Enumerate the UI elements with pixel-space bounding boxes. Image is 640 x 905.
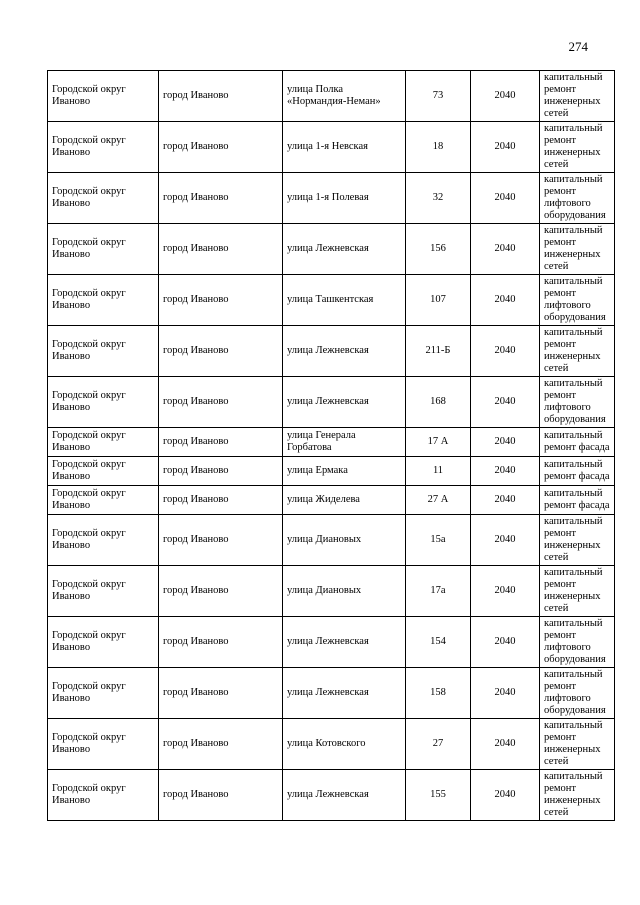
work-type-cell: капитальный ремонт лифтового оборудования [540, 668, 615, 719]
work-type-cell: капитальный ремонт лифтового оборудования [540, 275, 615, 326]
table-row [48, 617, 615, 668]
house-number-cell: 154 [406, 617, 471, 668]
city-cell: город Иваново [159, 326, 283, 377]
table-row [48, 770, 615, 821]
year-cell: 2040 [471, 515, 540, 566]
work-type-cell: капитальный ремонт фасада [540, 486, 615, 515]
year-cell: 2040 [471, 377, 540, 428]
year-cell: 2040 [471, 122, 540, 173]
table-row [48, 428, 615, 457]
street-cell: улица Диановых [283, 566, 406, 617]
table-row [48, 486, 615, 515]
table-row [48, 224, 615, 275]
municipality-cell: Городской округ Иваново [48, 486, 159, 515]
municipality-cell: Городской округ Иваново [48, 275, 159, 326]
house-number-cell: 32 [406, 173, 471, 224]
year-cell: 2040 [471, 275, 540, 326]
street-cell: улица Диановых [283, 515, 406, 566]
street-cell: улица 1-я Полевая [283, 173, 406, 224]
table-row [48, 457, 615, 486]
municipality-cell: Городской округ Иваново [48, 770, 159, 821]
work-type-cell: капитальный ремонт лифтового оборудования [540, 377, 615, 428]
city-cell: город Иваново [159, 719, 283, 770]
street-cell: улица Жиделева [283, 486, 406, 515]
work-type-cell: капитальный ремонт фасада [540, 457, 615, 486]
city-cell: город Иваново [159, 173, 283, 224]
year-cell: 2040 [471, 719, 540, 770]
municipality-cell: Городской округ Иваново [48, 428, 159, 457]
work-type-cell: капитальный ремонт инженерных сетей [540, 71, 615, 122]
table-row [48, 668, 615, 719]
house-number-cell: 168 [406, 377, 471, 428]
street-cell: улица Лежневская [283, 668, 406, 719]
street-cell: улица Лежневская [283, 617, 406, 668]
house-number-cell: 18 [406, 122, 471, 173]
year-cell: 2040 [471, 428, 540, 457]
city-cell: город Иваново [159, 224, 283, 275]
table-row [48, 173, 615, 224]
house-number-cell: 15а [406, 515, 471, 566]
street-cell: улица 1-я Невская [283, 122, 406, 173]
house-number-cell: 211-Б [406, 326, 471, 377]
house-number-cell: 17 А [406, 428, 471, 457]
municipality-cell: Городской округ Иваново [48, 719, 159, 770]
work-type-cell: капитальный ремонт лифтового оборудования [540, 617, 615, 668]
house-number-cell: 155 [406, 770, 471, 821]
table-row [48, 326, 615, 377]
year-cell: 2040 [471, 326, 540, 377]
table-row [48, 122, 615, 173]
street-cell: улица Ермака [283, 457, 406, 486]
work-type-cell: капитальный ремонт инженерных сетей [540, 719, 615, 770]
street-cell: улица Лежневская [283, 377, 406, 428]
page-number: 274 [568, 39, 588, 54]
city-cell: город Иваново [159, 668, 283, 719]
house-number-cell: 156 [406, 224, 471, 275]
work-type-cell: капитальный ремонт фасада [540, 428, 615, 457]
municipality-cell: Городской округ Иваново [48, 515, 159, 566]
municipality-cell: Городской округ Иваново [48, 566, 159, 617]
work-type-cell: капитальный ремонт инженерных сетей [540, 224, 615, 275]
municipality-cell: Городской округ Иваново [48, 122, 159, 173]
year-cell: 2040 [471, 617, 540, 668]
street-cell: улица Лежневская [283, 224, 406, 275]
repair-registry-table [47, 70, 615, 821]
work-type-cell: капитальный ремонт лифтового оборудования [540, 173, 615, 224]
municipality-cell: Городской округ Иваново [48, 173, 159, 224]
work-type-cell: капитальный ремонт инженерных сетей [540, 770, 615, 821]
city-cell: город Иваново [159, 457, 283, 486]
work-type-cell: капитальный ремонт инженерных сетей [540, 566, 615, 617]
year-cell: 2040 [471, 173, 540, 224]
house-number-cell: 11 [406, 457, 471, 486]
work-type-cell: капитальный ремонт инженерных сетей [540, 326, 615, 377]
year-cell: 2040 [471, 71, 540, 122]
municipality-cell: Городской округ Иваново [48, 224, 159, 275]
table-row [48, 566, 615, 617]
house-number-cell: 107 [406, 275, 471, 326]
table-row [48, 515, 615, 566]
city-cell: город Иваново [159, 275, 283, 326]
street-cell: улица Котовского [283, 719, 406, 770]
year-cell: 2040 [471, 224, 540, 275]
year-cell: 2040 [471, 668, 540, 719]
street-cell: улица Полка «Нормандия-Неман» [283, 71, 406, 122]
city-cell: город Иваново [159, 617, 283, 668]
street-cell: улица Лежневская [283, 770, 406, 821]
municipality-cell: Городской округ Иваново [48, 326, 159, 377]
municipality-cell: Городской округ Иваново [48, 668, 159, 719]
house-number-cell: 17а [406, 566, 471, 617]
year-cell: 2040 [471, 457, 540, 486]
municipality-cell: Городской округ Иваново [48, 457, 159, 486]
city-cell: город Иваново [159, 770, 283, 821]
house-number-cell: 27 [406, 719, 471, 770]
city-cell: город Иваново [159, 515, 283, 566]
city-cell: город Иваново [159, 122, 283, 173]
house-number-cell: 73 [406, 71, 471, 122]
table-row [48, 719, 615, 770]
house-number-cell: 27 А [406, 486, 471, 515]
work-type-cell: капитальный ремонт инженерных сетей [540, 122, 615, 173]
city-cell: город Иваново [159, 566, 283, 617]
year-cell: 2040 [471, 770, 540, 821]
street-cell: улица Ташкентская [283, 275, 406, 326]
city-cell: город Иваново [159, 428, 283, 457]
table-row [48, 275, 615, 326]
city-cell: город Иваново [159, 486, 283, 515]
municipality-cell: Городской округ Иваново [48, 617, 159, 668]
house-number-cell: 158 [406, 668, 471, 719]
city-cell: город Иваново [159, 71, 283, 122]
year-cell: 2040 [471, 566, 540, 617]
work-type-cell: капитальный ремонт инженерных сетей [540, 515, 615, 566]
table-row [48, 377, 615, 428]
city-cell: город Иваново [159, 377, 283, 428]
street-cell: улица Генерала Горбатова [283, 428, 406, 457]
municipality-cell: Городской округ Иваново [48, 71, 159, 122]
year-cell: 2040 [471, 486, 540, 515]
street-cell: улица Лежневская [283, 326, 406, 377]
municipality-cell: Городской округ Иваново [48, 377, 159, 428]
table-row [48, 71, 615, 122]
